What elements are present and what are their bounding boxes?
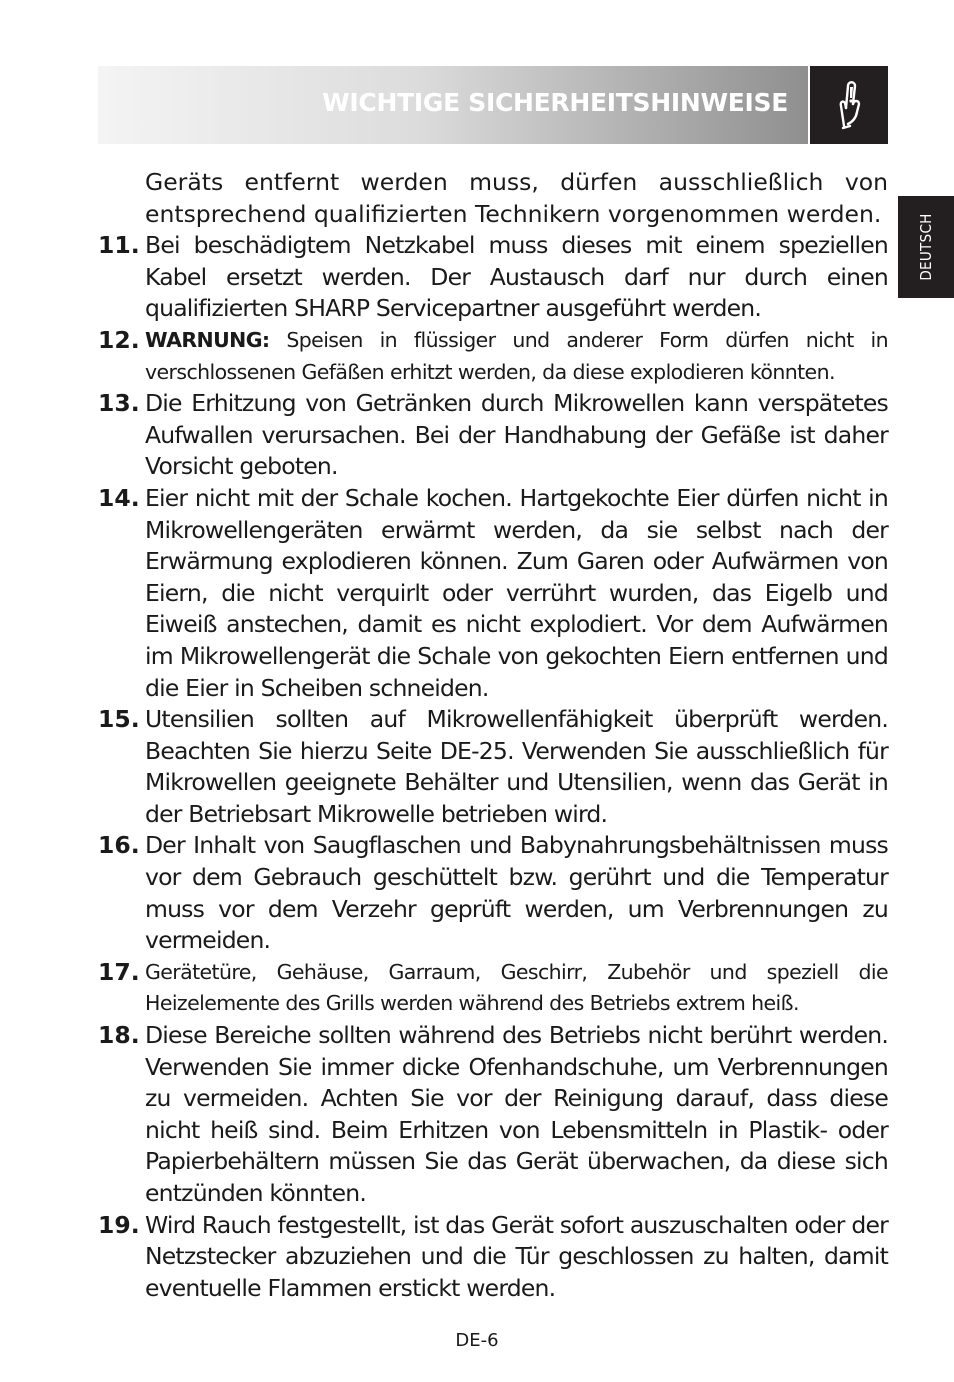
item-number: 18. <box>98 1021 140 1050</box>
hand-pointer-exclamation-icon <box>810 66 888 144</box>
intro-paragraph: Geräts entfernt werden muss, dürfen ausschließlich von entsprechend qualifizierten Technikern vorgenommen werden. <box>145 168 888 228</box>
list-item <box>98 957 888 1020</box>
warning-label: WARNUNG: <box>145 327 270 352</box>
warning-icon-box <box>810 66 888 144</box>
item-number: 13. <box>98 389 140 418</box>
item-text: Wird Rauch festgestellt, ist das Gerät sofort auszuschalten oder der Netzstecker abzuziehen und die Tür geschlossen zu halten, damit eventuelle Flammen erstickt werden. <box>145 1210 888 1302</box>
item-number: 15. <box>98 705 140 734</box>
item-number: 11. <box>98 231 140 260</box>
language-tab <box>898 196 954 298</box>
item-text: Bei beschädigtem Netzkabel muss dieses mit einem speziellen Kabel ersetzt werden. Der Austausch darf nur durch einen qualifizierten SHARP Servicepartner ausgeführt werden. <box>145 231 888 323</box>
item-text: Der Inhalt von Saugflaschen und Babynahrungsbehältnissen muss vor dem Gebrauch geschüttelt bzw. gerührt und die Temperatur muss vor dem Verzehr geprüft werden, um Verbrennungen zu vermeiden. <box>145 831 888 955</box>
page-number: DE-6 <box>455 1330 499 1351</box>
list-item <box>98 704 888 830</box>
item-text: Speisen in flüssiger und anderer Form dürfen nicht in verschlossenen Gefäßen erhitzt werden, da diese explodieren könnten. <box>145 327 888 384</box>
list-item <box>98 1210 888 1305</box>
section-title: WICHTIGE SICHERHEITSHINWEISE <box>322 88 788 117</box>
item-number: 17. <box>98 957 140 986</box>
list-item <box>98 1020 888 1210</box>
item-text: Diese Bereiche sollten während des Betriebs nicht berührt werden. Verwenden Sie immer dicke Ofenhandschuhe, um Verbrennungen zu vermeiden. Achten Sie vor der Reinigung darauf, dass diese nicht heiß sind. Beim Erhitzen von Lebensmitteln in Plastik- oder Papierbehältern müssen Sie das Gerät überwachen, da diese sich entzünden könnten. <box>145 1021 888 1207</box>
language-tab-label: DEUTSCH <box>917 213 935 281</box>
item-number: 16. <box>98 831 140 860</box>
list-item <box>98 483 888 704</box>
item-text: Gerätetüre, Gehäuse, Garraum, Geschirr, Zubehör und speziell die Heizelemente des Grills werden während des Betriebs extrem heiß. <box>145 959 888 1016</box>
item-text: Utensilien sollten auf Mikrowellenfähigkeit überprüft werden. Beachten Sie hierzu Seite DE-25. Verwenden Sie ausschließlich für Mikrowellen geeignete Behälter und Utensilien, wenn das Gerät in der Betriebsart Mikrowelle betrieben wird. <box>145 705 888 828</box>
item-number: 12. <box>98 325 140 354</box>
list-item <box>98 830 888 956</box>
item-text: Eier nicht mit der Schale kochen. Hartgekochte Eier dürfen nicht in Mikrowellengeräten erwärmt werden, da sie selbst nach der Erwärmung explodieren können. Zum Garen oder Aufwärmen von Eiern, die nicht verquirlt oder verrührt wurden, das Eigelb und Eiweiß anstechen, damit es nicht explodiert. Vor dem Aufwärmen im Mikrowellengerät die Schale von gekochten Eiern entfernen und die Eier in Scheiben schneiden. <box>145 483 888 702</box>
list-item <box>98 325 888 388</box>
list-item <box>98 388 888 483</box>
item-number: 19. <box>98 1210 140 1239</box>
list-item <box>98 230 888 325</box>
item-text: Die Erhitzung von Getränken durch Mikrowellen kann verspätetes Aufwallen verursachen. Bei der Handhabung der Gefäße ist daher Vorsicht geboten. <box>145 389 888 481</box>
section-header-band <box>98 66 808 144</box>
item-number: 14. <box>98 483 140 512</box>
safety-instructions-list <box>98 167 888 1304</box>
